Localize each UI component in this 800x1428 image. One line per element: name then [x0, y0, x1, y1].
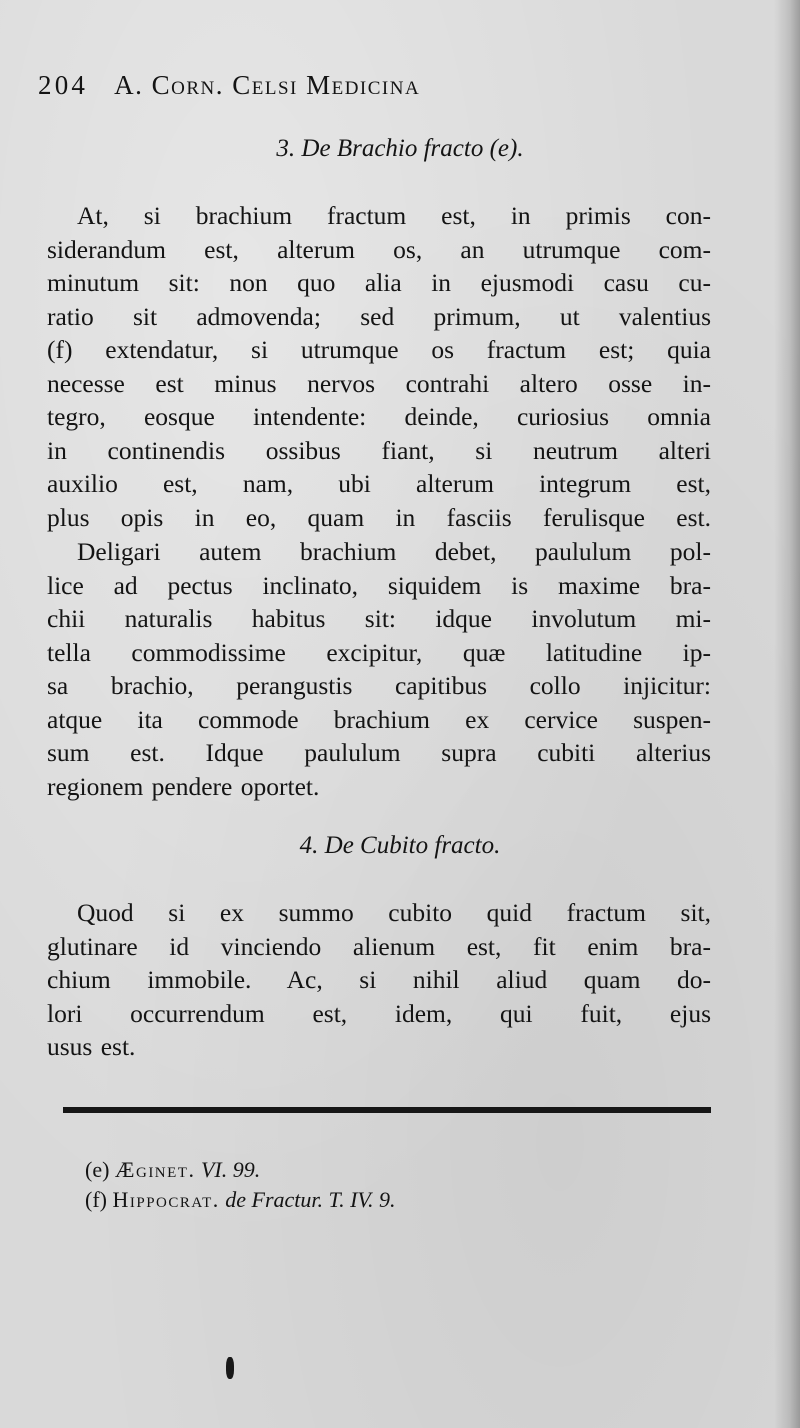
page-number: 204 — [38, 70, 89, 100]
text-line: usus est. — [47, 1032, 136, 1061]
footnotes — [85, 1155, 705, 1215]
section-title-brachio: 3. De Brachio fracto (e). — [276, 135, 524, 162]
footnote-marker: (f) — [85, 1187, 107, 1212]
running-title: A. Corn. Celsi Medicina — [114, 70, 421, 100]
paragraph-brachio-1 — [47, 199, 711, 534]
text-line: chium immobile. Ac, si nihil aliud quam do- — [47, 965, 711, 994]
footnote-author: Æginet. — [114, 1157, 196, 1182]
text-line: sa brachio, perangustis capitibus collo injicitur: — [47, 671, 711, 700]
text-line: Deligari autem brachium debet, paululum pol- — [77, 537, 711, 566]
text-line: lori occurrendum est, idem, qui fuit, ejus — [47, 998, 711, 1028]
text-line: At, si brachium fractum est, in primis con- — [77, 201, 711, 230]
text-line: lice ad pectus inclinato, siquidem is maxime bra- — [47, 570, 711, 600]
text-line: auxilio est, nam, ubi alterum integrum est, — [47, 469, 711, 498]
text-line: ratio sit admovenda; sed primum, ut valentius — [47, 301, 711, 331]
ink-blot — [226, 1357, 234, 1379]
footnote-e — [85, 1155, 705, 1185]
footnote-reference: de Fractur. T. IV. 9. — [225, 1187, 396, 1212]
text-line: necesse est minus nervos contrahi altero osse in- — [47, 368, 711, 398]
text-line: siderandum est, alterum os, an utrumque com- — [47, 234, 711, 264]
paragraph-cubito-1 — [47, 896, 711, 1064]
section-title-cubito: 4. De Cubito fracto. — [299, 832, 501, 859]
footnote-reference: VI. 99. — [200, 1157, 261, 1182]
text-line: tella commodissime excipitur, quæ latitudine ip- — [47, 637, 711, 667]
text-line: plus opis in eo, quam in fasciis ferulisque est. — [47, 502, 711, 532]
running-head — [38, 70, 718, 101]
text-line: glutinare id vinciendo alienum est, fit enim bra- — [47, 931, 711, 961]
text-line: Quod si ex summo cubito quid fractum sit, — [77, 898, 711, 927]
text-line: tegro, eosque intendente: deinde, curiosius omnia — [47, 402, 711, 431]
text-line: (f) extendatur, si utrumque os fractum est; quia — [47, 335, 711, 364]
footnote-marker: (e) — [85, 1157, 110, 1182]
text-line: minutum sit: non quo alia in ejusmodi casu cu- — [47, 268, 711, 297]
paragraph-brachio-2 — [47, 535, 711, 803]
text-line: regionem pendere oportet. — [47, 771, 320, 801]
page-edge-shadow — [774, 0, 800, 1428]
footnote-rule — [63, 1107, 711, 1113]
text-line: sum est. Idque paululum supra cubiti alterius — [47, 738, 711, 767]
footnote-author: Hippocrat. — [112, 1187, 220, 1212]
footnote-f — [85, 1185, 705, 1215]
text-line: chii naturalis habitus sit: idque involutum mi- — [47, 604, 711, 633]
text-line: in continendis ossibus fiant, si neutrum alteri — [47, 435, 711, 465]
text-line: atque ita commode brachium ex cervice suspen- — [47, 704, 711, 734]
